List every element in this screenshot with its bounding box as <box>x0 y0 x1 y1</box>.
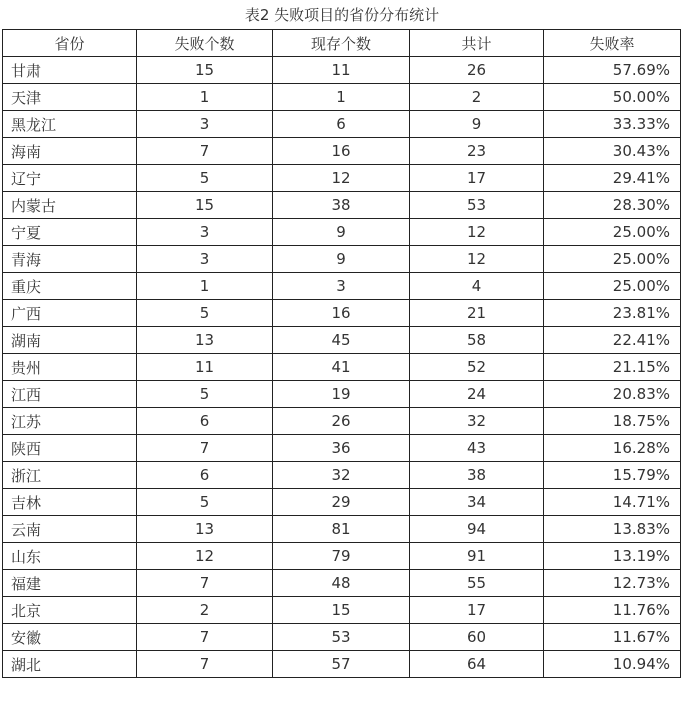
cell-failure-rate: 13.19% <box>544 543 681 570</box>
cell-total: 24 <box>410 381 544 408</box>
cell-failure-rate: 25.00% <box>544 273 681 300</box>
table-row <box>3 624 681 651</box>
cell-province: 湖北 <box>3 651 137 678</box>
cell-total: 91 <box>410 543 544 570</box>
cell-existing-count: 16 <box>273 300 410 327</box>
cell-failed-count: 12 <box>137 543 273 570</box>
header-row <box>3 30 681 57</box>
cell-failed-count: 5 <box>137 165 273 192</box>
table-row <box>3 516 681 543</box>
cell-total: 23 <box>410 138 544 165</box>
cell-failure-rate: 22.41% <box>544 327 681 354</box>
table-row <box>3 651 681 678</box>
header-province: 省份 <box>3 30 137 57</box>
cell-province: 云南 <box>3 516 137 543</box>
cell-failed-count: 7 <box>137 624 273 651</box>
cell-total: 2 <box>410 84 544 111</box>
cell-failed-count: 2 <box>137 597 273 624</box>
cell-failure-rate: 10.94% <box>544 651 681 678</box>
cell-province: 安徽 <box>3 624 137 651</box>
cell-total: 53 <box>410 192 544 219</box>
table-row <box>3 300 681 327</box>
cell-failure-rate: 25.00% <box>544 246 681 273</box>
cell-existing-count: 29 <box>273 489 410 516</box>
cell-existing-count: 26 <box>273 408 410 435</box>
cell-province: 湖南 <box>3 327 137 354</box>
cell-province: 贵州 <box>3 354 137 381</box>
table-row <box>3 381 681 408</box>
cell-failure-rate: 15.79% <box>544 462 681 489</box>
table-row <box>3 111 681 138</box>
cell-existing-count: 3 <box>273 273 410 300</box>
table-row <box>3 192 681 219</box>
cell-province: 重庆 <box>3 273 137 300</box>
cell-failed-count: 13 <box>137 516 273 543</box>
cell-province: 山东 <box>3 543 137 570</box>
cell-failed-count: 7 <box>137 138 273 165</box>
cell-existing-count: 79 <box>273 543 410 570</box>
cell-existing-count: 15 <box>273 597 410 624</box>
cell-province: 福建 <box>3 570 137 597</box>
cell-failure-rate: 57.69% <box>544 57 681 84</box>
cell-failed-count: 3 <box>137 246 273 273</box>
cell-existing-count: 53 <box>273 624 410 651</box>
cell-existing-count: 38 <box>273 192 410 219</box>
cell-failed-count: 1 <box>137 84 273 111</box>
cell-failed-count: 13 <box>137 327 273 354</box>
table-row <box>3 138 681 165</box>
table-row <box>3 246 681 273</box>
table-caption: 表2 失败项目的省份分布统计 <box>244 6 440 24</box>
cell-failed-count: 5 <box>137 300 273 327</box>
cell-province: 浙江 <box>3 462 137 489</box>
cell-existing-count: 81 <box>273 516 410 543</box>
header-total: 共计 <box>410 30 544 57</box>
cell-province: 江西 <box>3 381 137 408</box>
cell-failed-count: 11 <box>137 354 273 381</box>
table-row <box>3 435 681 462</box>
cell-total: 43 <box>410 435 544 462</box>
cell-failure-rate: 11.67% <box>544 624 681 651</box>
cell-existing-count: 9 <box>273 219 410 246</box>
header-failed-count: 失败个数 <box>137 30 273 57</box>
cell-total: 64 <box>410 651 544 678</box>
cell-failed-count: 7 <box>137 570 273 597</box>
cell-failure-rate: 12.73% <box>544 570 681 597</box>
cell-province: 天津 <box>3 84 137 111</box>
cell-existing-count: 48 <box>273 570 410 597</box>
province-failure-table <box>2 29 681 678</box>
cell-existing-count: 6 <box>273 111 410 138</box>
cell-total: 94 <box>410 516 544 543</box>
cell-total: 12 <box>410 246 544 273</box>
cell-total: 9 <box>410 111 544 138</box>
table-row <box>3 462 681 489</box>
cell-failed-count: 15 <box>137 192 273 219</box>
table-row <box>3 408 681 435</box>
cell-province: 宁夏 <box>3 219 137 246</box>
cell-failed-count: 7 <box>137 435 273 462</box>
cell-total: 21 <box>410 300 544 327</box>
cell-failure-rate: 50.00% <box>544 84 681 111</box>
table-row <box>3 597 681 624</box>
cell-existing-count: 19 <box>273 381 410 408</box>
cell-province: 北京 <box>3 597 137 624</box>
cell-failure-rate: 29.41% <box>544 165 681 192</box>
cell-province: 辽宁 <box>3 165 137 192</box>
cell-existing-count: 1 <box>273 84 410 111</box>
cell-existing-count: 32 <box>273 462 410 489</box>
cell-total: 34 <box>410 489 544 516</box>
cell-failure-rate: 21.15% <box>544 354 681 381</box>
cell-existing-count: 16 <box>273 138 410 165</box>
table-row <box>3 354 681 381</box>
cell-total: 52 <box>410 354 544 381</box>
cell-total: 58 <box>410 327 544 354</box>
cell-failure-rate: 23.81% <box>544 300 681 327</box>
cell-failure-rate: 14.71% <box>544 489 681 516</box>
cell-total: 26 <box>410 57 544 84</box>
cell-failed-count: 7 <box>137 651 273 678</box>
table-row <box>3 57 681 84</box>
cell-failed-count: 5 <box>137 489 273 516</box>
cell-existing-count: 36 <box>273 435 410 462</box>
cell-failure-rate: 11.76% <box>544 597 681 624</box>
cell-existing-count: 57 <box>273 651 410 678</box>
cell-total: 17 <box>410 165 544 192</box>
cell-failure-rate: 13.83% <box>544 516 681 543</box>
cell-failure-rate: 18.75% <box>544 408 681 435</box>
cell-failure-rate: 20.83% <box>544 381 681 408</box>
cell-total: 55 <box>410 570 544 597</box>
cell-province: 内蒙古 <box>3 192 137 219</box>
cell-province: 广西 <box>3 300 137 327</box>
cell-total: 32 <box>410 408 544 435</box>
cell-failed-count: 15 <box>137 57 273 84</box>
cell-failed-count: 3 <box>137 111 273 138</box>
cell-failure-rate: 16.28% <box>544 435 681 462</box>
cell-total: 4 <box>410 273 544 300</box>
table-row <box>3 327 681 354</box>
table-row <box>3 489 681 516</box>
cell-province: 青海 <box>3 246 137 273</box>
cell-province: 海南 <box>3 138 137 165</box>
cell-existing-count: 11 <box>273 57 410 84</box>
cell-province: 吉林 <box>3 489 137 516</box>
table-row <box>3 165 681 192</box>
cell-existing-count: 12 <box>273 165 410 192</box>
cell-failed-count: 3 <box>137 219 273 246</box>
table-row <box>3 543 681 570</box>
cell-failed-count: 5 <box>137 381 273 408</box>
cell-province: 江苏 <box>3 408 137 435</box>
cell-failure-rate: 28.30% <box>544 192 681 219</box>
table-body <box>3 57 681 678</box>
cell-existing-count: 45 <box>273 327 410 354</box>
table-row <box>3 273 681 300</box>
cell-total: 12 <box>410 219 544 246</box>
table-row <box>3 570 681 597</box>
cell-failed-count: 6 <box>137 462 273 489</box>
cell-total: 17 <box>410 597 544 624</box>
cell-failure-rate: 30.43% <box>544 138 681 165</box>
cell-province: 陕西 <box>3 435 137 462</box>
cell-failed-count: 6 <box>137 408 273 435</box>
cell-province: 甘肃 <box>3 57 137 84</box>
cell-failure-rate: 25.00% <box>544 219 681 246</box>
cell-province: 黑龙江 <box>3 111 137 138</box>
cell-failed-count: 1 <box>137 273 273 300</box>
table-row <box>3 84 681 111</box>
header-failure-rate: 失败率 <box>544 30 681 57</box>
table-row <box>3 219 681 246</box>
cell-total: 38 <box>410 462 544 489</box>
cell-total: 60 <box>410 624 544 651</box>
cell-existing-count: 41 <box>273 354 410 381</box>
cell-failure-rate: 33.33% <box>544 111 681 138</box>
header-existing-count: 现存个数 <box>273 30 410 57</box>
cell-existing-count: 9 <box>273 246 410 273</box>
